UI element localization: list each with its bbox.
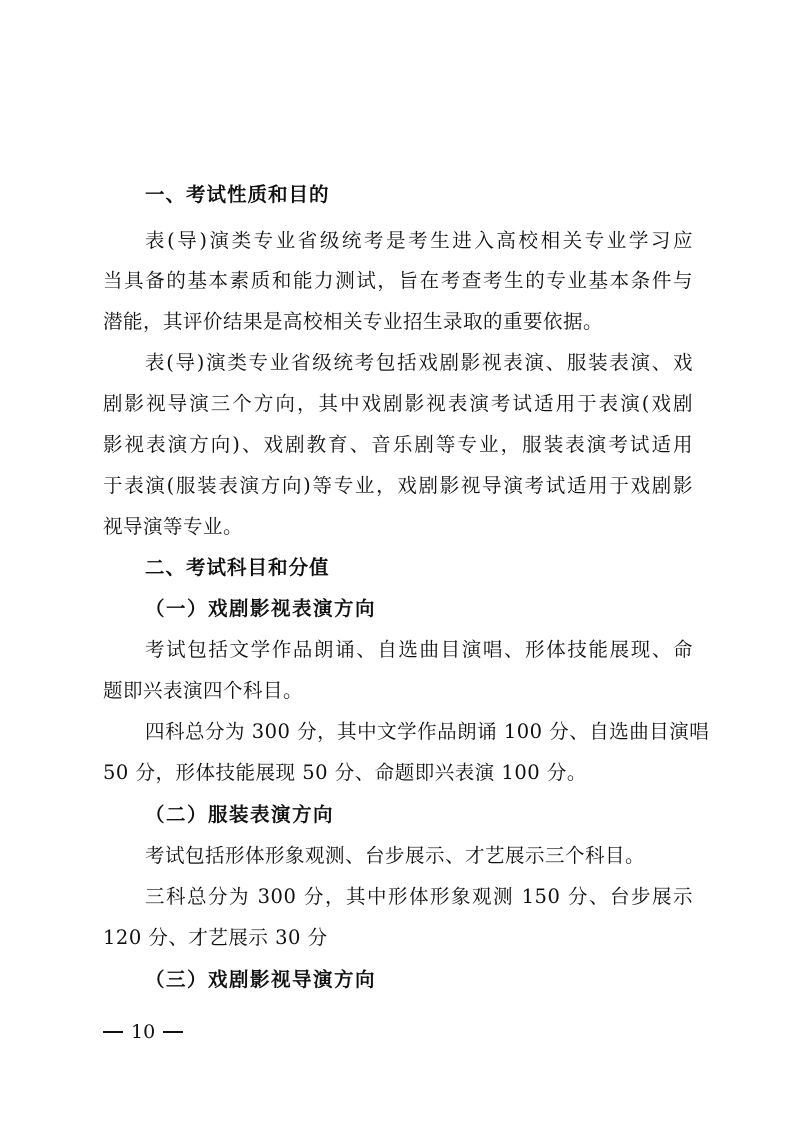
paragraph-line: 影视表演方向)、戏剧教育、音乐剧等专业，服装表演考试适用 xyxy=(103,433,693,456)
dash-left-icon xyxy=(103,1031,123,1033)
paragraph-line: 表(导)演类专业省级统考是考生进入高校相关专业学习应 xyxy=(145,229,693,252)
dash-right-icon xyxy=(163,1031,183,1033)
paragraph-line: 于表演(服装表演方向)等专业，戏剧影视导演考试适用于戏剧影 xyxy=(103,474,693,497)
subsection-heading-2: （二）服装表演方向 xyxy=(145,803,335,826)
paragraph-line: 当具备的基本素质和能力测试，旨在考查考生的专业基本条件与 xyxy=(103,269,693,292)
paragraph-line: 视导演等专业。 xyxy=(103,515,244,538)
paragraph-line: 潜能，其评价结果是高校相关专业招生录取的重要依据。 xyxy=(103,310,604,333)
paragraph-line: 考试包括文学作品朗诵、自选曲目演唱、形体技能展现、命 xyxy=(145,638,693,661)
paragraph-line: 表(导)演类专业省级统考包括戏剧影视表演、服装表演、戏 xyxy=(145,351,693,374)
paragraph-line: 120 分、才艺展示 30 分 xyxy=(103,926,328,949)
paragraph-line: 四科总分为 300 分，其中文学作品朗诵 100 分、自选曲目演唱 xyxy=(145,720,710,743)
paragraph-line: 剧影视导演三个方向，其中戏剧影视表演考试适用于表演(戏剧 xyxy=(103,392,693,415)
page-footer xyxy=(103,1020,183,1044)
paragraph-line: 题即兴表演四个科目。 xyxy=(103,679,304,702)
section-heading-1: 一、考试性质和目的 xyxy=(145,183,330,206)
paragraph-line: 三科总分为 300 分，其中形体形象观测 150 分、台步展示 xyxy=(145,885,693,908)
paragraph-line: 50 分，形体技能展现 50 分、命题即兴表演 100 分。 xyxy=(103,761,587,784)
section-heading-2: 二、考试科目和分值 xyxy=(145,556,330,579)
subsection-heading-3: （三）戏剧影视导演方向 xyxy=(145,968,377,991)
subsection-heading-1: （一）戏剧影视表演方向 xyxy=(145,597,377,620)
paragraph-line: 考试包括形体形象观测、台步展示、才艺展示三个科目。 xyxy=(145,844,646,867)
page-number: 10 xyxy=(131,1021,156,1043)
